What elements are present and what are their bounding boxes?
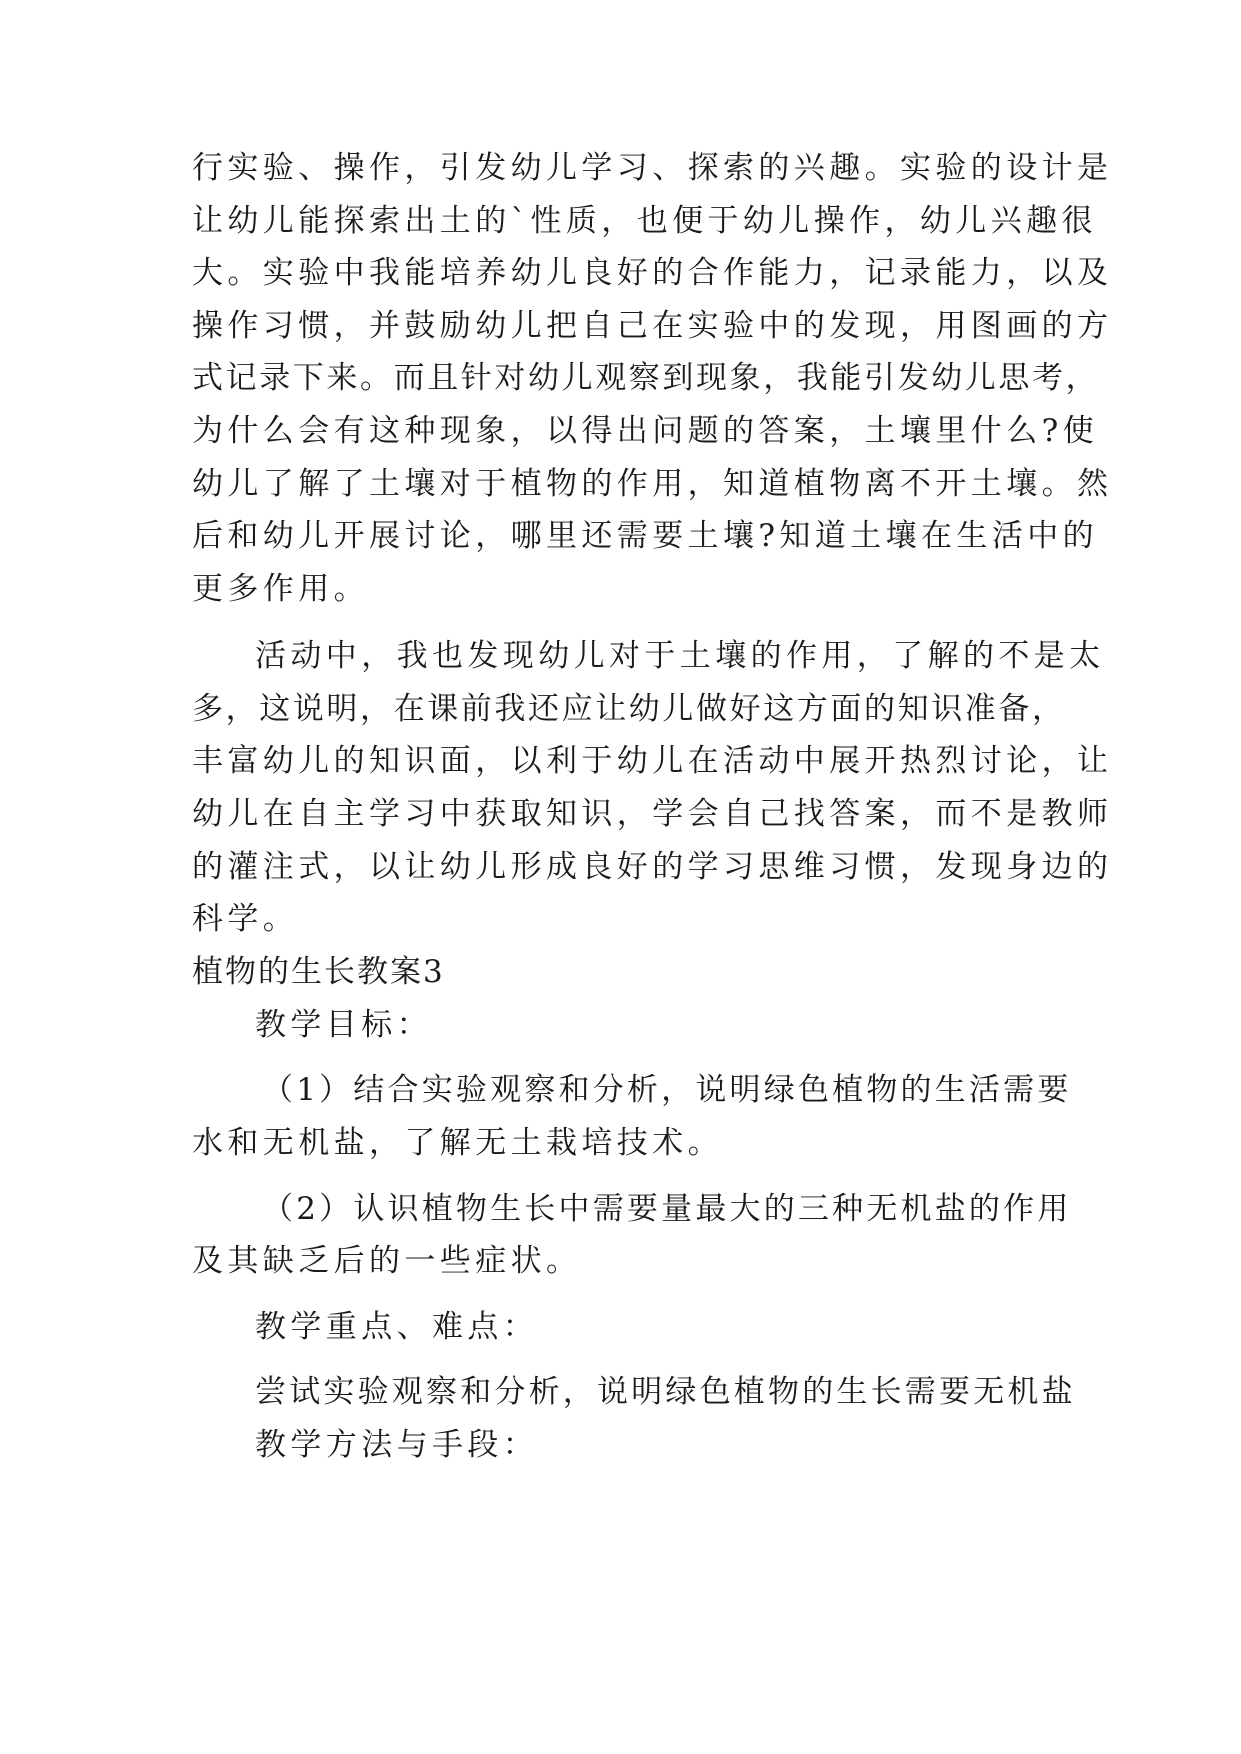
paragraph-2-line-6: 科学。 [192, 901, 299, 937]
paragraph-1-line-1: 行实验、操作，引发幼儿学习、探索的兴趣。实验的设计是 [192, 150, 1113, 186]
paragraph-2-line-5: 的灌注式，以让幼儿形成良好的学习思维习惯，发现身边的 [192, 849, 1113, 885]
objective-2-line-1: （2）认识植物生长中需要量最大的三种无机盐的作用 [262, 1191, 1072, 1227]
paragraph-2-line-1: 活动中，我也发现幼儿对于土壤的作用，了解的不是太 [255, 638, 1105, 674]
paragraph-1-line-6: 为什么会有这种现象，以得出问题的答案，土壤里什么?使 [192, 413, 1099, 449]
paragraph-2-line-3: 丰富幼儿的知识面，以利于幼儿在活动中展开热烈讨论，让 [192, 743, 1113, 779]
objective-1-line-2: 水和无机盐，了解无土栽培技术。 [192, 1125, 723, 1161]
paragraph-1-line-2: 让幼儿能探索出土的`性质，也便于幼儿操作，幼儿兴趣很 [192, 203, 1097, 239]
key-points-text: 尝试实验观察和分析，说明绿色植物的生长需要无机盐 [255, 1374, 1076, 1410]
paragraph-1-line-4: 操作习惯，并鼓励幼儿把自己在实验中的发现，用图画的方 [192, 308, 1113, 344]
paragraph-1-line-3: 大。实验中我能培养幼儿良好的合作能力，记录能力，以及 [192, 255, 1113, 291]
objectives-heading: 教学目标： [255, 1007, 432, 1043]
key-points-heading: 教学重点、难点： [255, 1309, 539, 1345]
paragraph-2-line-4: 幼儿在自主学习中获取知识，学会自己找答案，而不是教师 [192, 796, 1113, 832]
objective-1-line-1: （1）结合实验观察和分析，说明绿色植物的生活需要 [262, 1072, 1072, 1108]
objective-2-line-2: 及其缺乏后的一些症状。 [192, 1243, 582, 1279]
paragraph-1-line-5: 式记录下来。而且针对幼儿观察到现象，我能引发幼儿思考， [192, 360, 1100, 396]
methods-heading: 教学方法与手段： [255, 1427, 539, 1463]
paragraph-1-line-9: 更多作用。 [192, 571, 369, 607]
paragraph-1-line-8: 后和幼儿开展讨论，哪里还需要土壤?知道土壤在生活中的 [192, 518, 1099, 554]
paragraph-2-line-2: 多，这说明，在课前我还应让幼儿做好这方面的知识准备， [192, 691, 1066, 727]
section-title: 植物的生长教案3 [192, 954, 445, 990]
paragraph-1-line-7: 幼儿了解了土壤对于植物的作用，知道植物离不开土壤。然 [192, 466, 1113, 502]
